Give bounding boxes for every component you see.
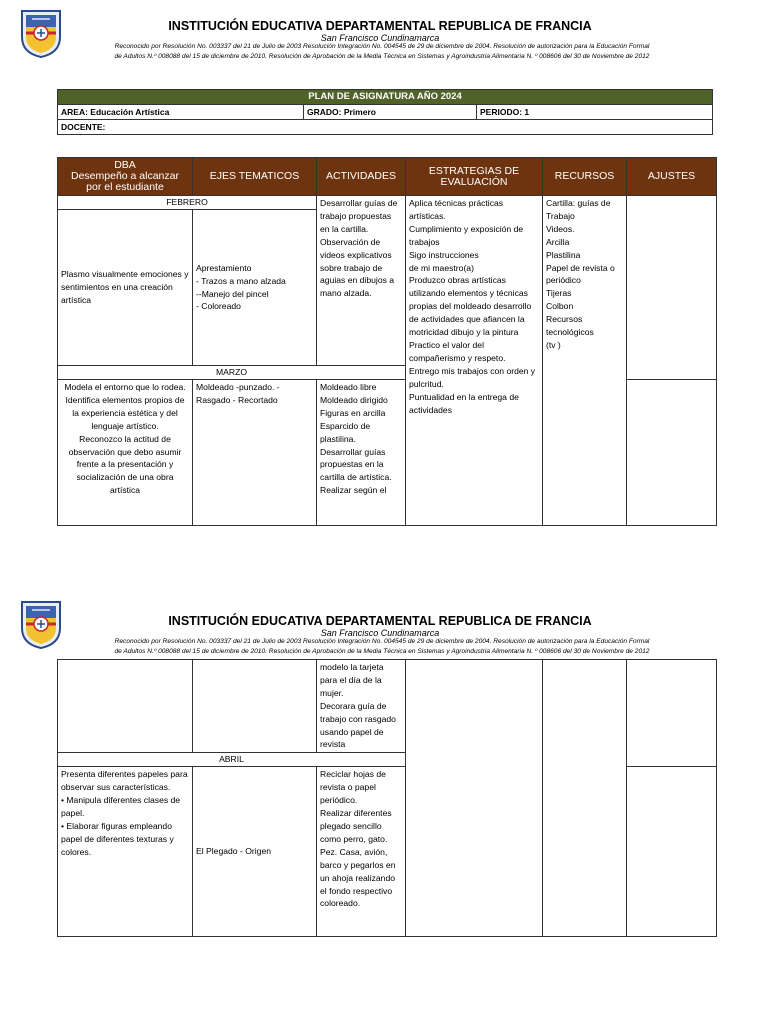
school-crest-icon — [18, 7, 64, 59]
header-actividades: ACTIVIDADES — [317, 158, 406, 196]
institution-city: San Francisco Cundinamarca — [320, 628, 440, 638]
marzo-ejes: Moldeado -punzado. - Rasgado - Recortado — [193, 380, 317, 526]
periodo-cell: PERIODO: 1 — [477, 105, 713, 120]
estrategias-cont — [406, 660, 543, 937]
docente-cell: DOCENTE: — [58, 120, 713, 135]
resolution-line-2: de Adultos N.º 008088 del 15 de diciembre de 2010. Resolución de Aprobación de la Media Técnica en Sistemas y Agroindustria Alimentaria N. º 008606 del 30 de Noviembre de 2012 — [114, 53, 650, 60]
header-recursos: RECURSOS — [543, 158, 627, 196]
febrero-dba: Plasmo visualmente emociones y sentimientos en una creación artística — [58, 210, 193, 366]
month-abril: ABRIL — [58, 753, 406, 767]
abril-actividades: Reciclar hojas de revista o papel periódico. Realizar diferentes plegado sencillo como perro, gato. Pez. Casa, avión, barco y pegarlos en un ahoja realizando el fondo respectivo coloreado. — [317, 767, 406, 937]
resolution-line-1: Reconocido por Resolución No. 003337 del 21 de Julio de 2003 Resolución Integración No. 004545 de 29 de diciembre de 2004. Resolución de autorización para la Educación Formal — [114, 638, 650, 645]
area-cell: AREA: Educación Artística — [58, 105, 304, 120]
plan-title: PLAN DE ASIGNATURA AÑO 2024 — [58, 90, 713, 105]
month-marzo: MARZO — [58, 366, 406, 380]
header-ajustes: AJUSTES — [627, 158, 717, 196]
abril-dba: Presenta diferentes papeles para observar sus características. • Manipula diferentes clases de papel. • Elaborar figuras empleando papel de diferentes texturas y colores. — [58, 767, 193, 937]
header-estrategias: ESTRATEGIAS DE EVALUACIÓN — [406, 158, 543, 196]
resolution-line-2: de Adultos N.º 008088 del 15 de diciembre de 2010. Resolución de Aprobación de la Media Técnica en Sistemas y Agroindustria Alimentaria N. º 008606 del 30 de Noviembre de 2012 — [114, 648, 650, 655]
febrero-ejes: Aprestamiento - Trazos a mano alzada --Manejo del pincel - Coloreado — [193, 210, 317, 366]
marzo-dba-cont — [58, 660, 193, 753]
header-dba: DBA Desempeño a alcanzar por el estudiante — [58, 158, 193, 196]
marzo-ejes-cont — [193, 660, 317, 753]
month-febrero: FEBRERO — [58, 196, 317, 210]
marzo-ajustes-cont — [627, 660, 717, 767]
recursos-cont — [543, 660, 627, 937]
febrero-ajustes — [627, 196, 717, 380]
plan-info-table — [57, 89, 713, 135]
institution-title: INSTITUCIÓN EDUCATIVA DEPARTAMENTAL REPUBLICA DE FRANCIA — [168, 614, 592, 628]
marzo-ajustes — [627, 380, 717, 526]
plan-table-page-1 — [57, 157, 717, 526]
febrero-actividades: Desarrollar guías de trabajo propuestas en la cartilla. Observación de videos explicativos sobre trabajo de aguias en dibujos a mano alzada. — [317, 196, 406, 366]
marzo-actividades-cont: modelo la tarjeta para el día de la mujer. Decorara guía de trabajo con rasgado usando papel de revista — [317, 660, 406, 753]
abril-ejes: El Plegado - Origen — [193, 767, 317, 937]
header-ejes: EJES TEMATICOS — [193, 158, 317, 196]
page-2 — [0, 590, 768, 1024]
institution-title: INSTITUCIÓN EDUCATIVA DEPARTAMENTAL REPUBLICA DE FRANCIA — [168, 19, 592, 33]
institution-city: San Francisco Cundinamarca — [320, 33, 440, 43]
plan-table-page-2 — [57, 659, 717, 937]
recursos-cell: Cartilla: guías de Trabajo Videos. Arcilla Plastilina Papel de revista o periódico Tijeras Colbon Recursos tecnológicos (tv ) — [543, 196, 627, 526]
estrategias-cell: Aplica técnicas prácticas artísticas. Cumplimiento y exposición de trabajos Sigo instrucciones de mi maestro(a) Produzco obras artísticas utilizando elementos y técnicas propias del moldeado desarrollo de actividades que afiancen la motricidad dibujo y la pintura Practico el valor del compañerismo y respeto. Entrego mis trabajos con orden y pulcritud. Puntualidad en la entrega de actividades — [406, 196, 543, 526]
grado-cell: GRADO: Primero — [304, 105, 477, 120]
marzo-actividades: Moldeado libre Moldeado dirigido Figuras en arcilla Esparcido de plastilina. Desarrollar guías propuestas en la cartilla de artística. Realizar según el — [317, 380, 406, 526]
school-crest-icon — [18, 598, 64, 650]
abril-ajustes — [627, 767, 717, 937]
resolution-line-1: Reconocido por Resolución No. 003337 del 21 de Julio de 2003 Resolución Integración No. 004545 de 29 de diciembre de 2004. Resolución de autorización para la Educación Formal — [114, 43, 650, 50]
marzo-dba: Modela el entorno que lo rodea. Identifica elementos propios de la experiencia estética y del lenguaje artístico. Reconozco la actitud de observación que debo asumir frente a la presentación y socialización de una obra artística — [58, 380, 193, 526]
